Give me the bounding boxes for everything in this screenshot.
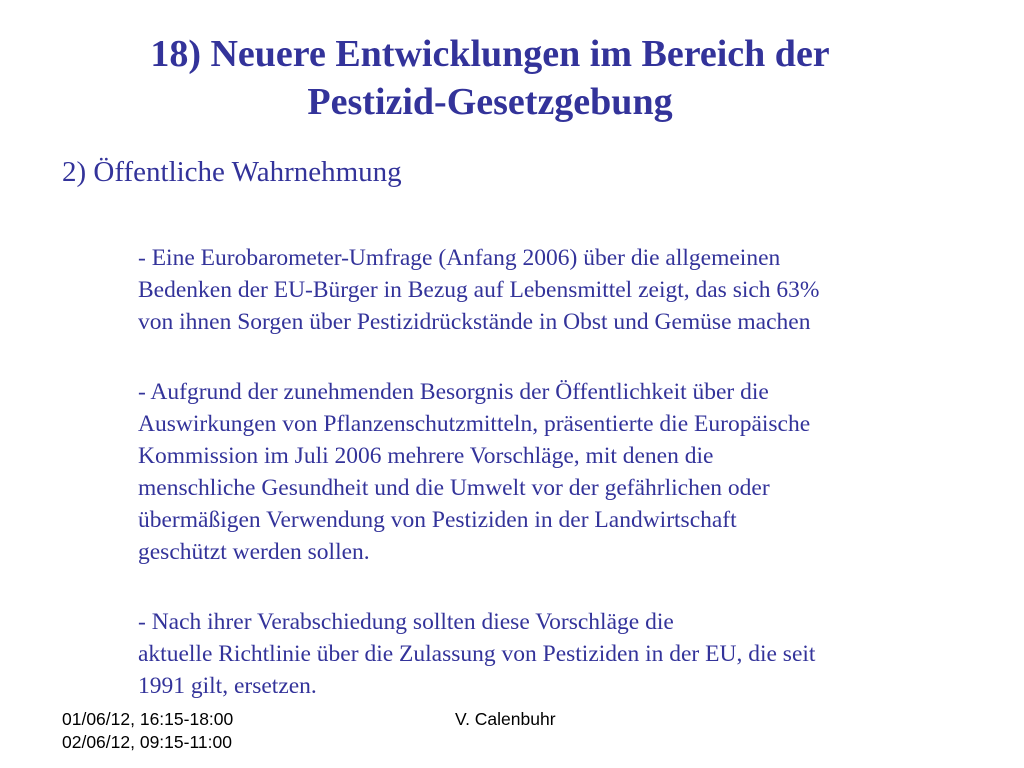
footer-date-line: 02/06/12, 09:15-11:00 — [62, 732, 232, 752]
bullet-line: - Aufgrund der zunehmenden Besorgnis der Öffentlichkeit über die — [138, 379, 769, 405]
bullet-line: geschützt werden sollen. — [138, 539, 370, 565]
section-subtitle: 2) Öffentliche Wahrnehmung — [62, 156, 402, 188]
bullet-line: Kommission im Juli 2006 mehrere Vorschläge, mit denen die — [138, 443, 714, 469]
bullet-item — [138, 242, 988, 338]
footer-date — [62, 708, 233, 754]
footer-date-line: 01/06/12, 16:15-18:00 — [62, 709, 234, 729]
bullet-item — [138, 376, 988, 568]
slide-title-line: Pestizid-Gesetzgebung — [307, 81, 673, 123]
bullet-line: von ihnen Sorgen über Pestizidrückstände in Obst und Gemüse machen — [138, 309, 811, 335]
footer-author: V. Calenbuhr — [455, 709, 556, 729]
slide-title-line: 18) Neuere Entwicklungen im Bereich der — [150, 33, 830, 75]
bullet-line: menschliche Gesundheit und die Umwelt vor der gefährlichen oder — [138, 475, 770, 501]
bullet-list — [138, 242, 988, 702]
bullet-line: aktuelle Richtlinie über die Zulassung von Pestiziden in der EU, die seit — [138, 641, 816, 667]
bullet-line: Bedenken der EU-Bürger in Bezug auf Lebensmittel zeigt, das sich 63% — [138, 277, 820, 303]
slide-title — [40, 30, 940, 126]
bullet-line: übermäßigen Verwendung von Pestiziden in der Landwirtschaft — [138, 507, 737, 533]
bullet-line: 1991 gilt, ersetzen. — [138, 673, 317, 699]
bullet-line: - Nach ihrer Verabschiedung sollten diese Vorschläge die — [138, 609, 674, 635]
bullet-line: Auswirkungen von Pflanzenschutzmitteln, präsentierte die Europäische — [138, 411, 811, 437]
bullet-line: - Eine Eurobarometer-Umfrage (Anfang 2006) über die allgemeinen — [138, 245, 781, 271]
bullet-item — [138, 606, 988, 702]
